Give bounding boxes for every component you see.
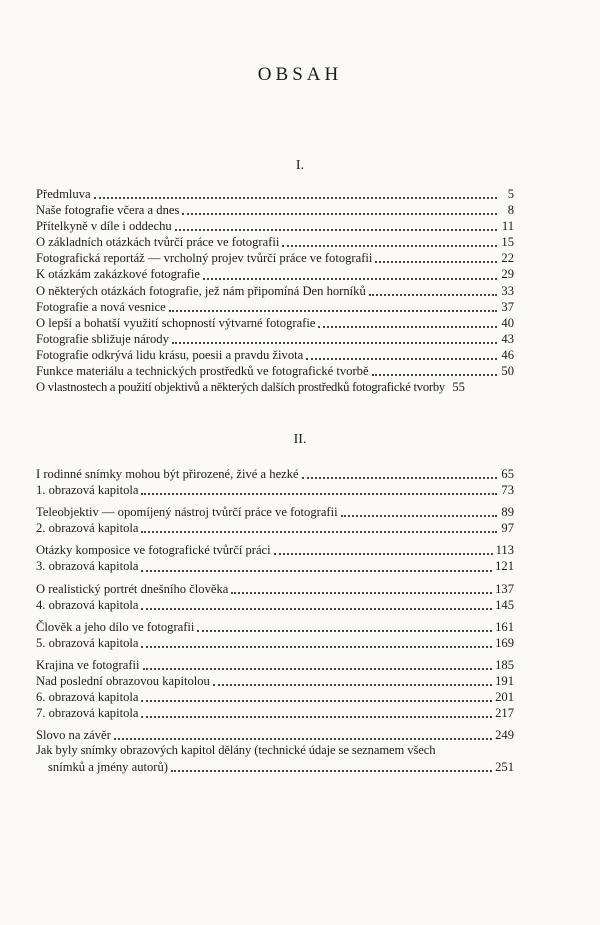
toc-entry <box>36 202 514 218</box>
toc-entry <box>36 299 514 315</box>
section-heading: II. <box>293 432 307 447</box>
toc-entry <box>36 673 514 689</box>
toc-entry <box>36 689 514 705</box>
toc-entry-title: 2. obrazová kapitola <box>36 521 139 536</box>
dot-leader <box>141 715 492 718</box>
toc-entry-title: 7. obrazová kapitola <box>36 706 139 721</box>
toc-entry-page: 201 <box>495 690 514 705</box>
toc-entry-page: 8 <box>507 203 514 218</box>
dot-leader <box>306 357 497 360</box>
toc-entry-page: 145 <box>495 597 514 612</box>
toc-entry-page: 50 <box>501 364 514 379</box>
toc-entry-page: 43 <box>501 331 514 346</box>
dot-leader <box>318 325 497 328</box>
toc-entry <box>36 266 514 282</box>
toc-entry-page: 137 <box>495 581 514 596</box>
dot-leader <box>141 492 497 495</box>
toc-entry-title: Krajina ve fotografii <box>36 657 140 672</box>
toc-entry-title: Otázky komposice ve fotografické tvůrčí práci <box>36 543 271 558</box>
toc-entry <box>36 347 514 363</box>
toc-entry-title: Nad poslední obrazovou kapitolou <box>36 674 210 689</box>
toc-entry-title-continued: snímků a jmény autorů) <box>48 759 168 774</box>
toc-entry-title: O realistický portrét dnešního člověka <box>36 581 229 596</box>
toc-entry-page: 65 <box>501 467 514 481</box>
toc-entry-page: 113 <box>495 543 514 558</box>
dot-leader <box>175 228 497 231</box>
dot-leader <box>143 667 493 670</box>
toc-entry <box>36 186 514 202</box>
toc-entry-title: Fotografie odkrývá lidu krásu, poesii a pravdu života <box>36 347 304 362</box>
toc-section-2 <box>36 466 514 775</box>
toc-entry-page: 185 <box>495 657 514 672</box>
toc-entry-title: Jak byly snímky obrazových kapitol dělány (technické údaje se seznamem všech <box>36 743 436 758</box>
dot-leader <box>94 196 497 199</box>
toc-entry <box>36 558 514 574</box>
dot-leader <box>203 277 497 280</box>
dot-leader <box>141 645 492 648</box>
dot-leader <box>141 569 492 572</box>
toc-entry <box>36 657 514 673</box>
toc-entry-page: 217 <box>495 706 514 721</box>
toc-entry-page: 249 <box>495 728 514 743</box>
toc-entry-title: Fotografická reportáž — vrcholný projev tvůrčí práce ve fotografii <box>36 251 373 266</box>
dot-leader <box>213 683 492 686</box>
toc-entry-page: 55 <box>452 380 465 395</box>
toc-entry-page: 191 <box>495 674 514 689</box>
toc-entry <box>36 727 514 743</box>
toc-entry-title: Předmluva <box>36 187 91 201</box>
toc-entry-title: I rodinné snímky mohou být přirozené, živé a hezké <box>36 467 299 481</box>
dot-leader <box>274 552 493 555</box>
toc-entry-title: 4. obrazová kapitola <box>36 597 139 612</box>
toc-entry <box>36 250 514 266</box>
toc-entry <box>36 581 514 597</box>
dot-leader <box>282 244 497 247</box>
toc-entry-title: 1. obrazová kapitola <box>36 483 139 498</box>
toc-entry-title: Přítelkyně v díle i oddechu <box>36 219 172 234</box>
toc-entry-title: Fotografie sbližuje národy <box>36 331 169 346</box>
toc-entry-page: 46 <box>501 347 514 362</box>
toc-entry <box>36 218 514 234</box>
toc-entry-title: Fotografie a nová vesnice <box>36 299 166 314</box>
toc-entry-title: O základních otázkách tvůrčí práce ve fotografii <box>36 235 280 250</box>
toc-entry-title: 5. obrazová kapitola <box>36 635 139 650</box>
dot-leader <box>182 212 497 215</box>
dot-leader <box>231 591 492 594</box>
toc-entry <box>36 363 514 379</box>
dot-leader <box>172 341 497 344</box>
toc-entry-title: 6. obrazová kapitola <box>36 690 139 705</box>
toc-entry <box>36 635 514 651</box>
toc-entry-continuation <box>36 759 514 775</box>
toc-entry-title: Člověk a jeho dílo ve fotografii <box>36 619 195 634</box>
dot-leader <box>171 769 492 772</box>
toc-entry-page: 169 <box>495 635 514 650</box>
toc-entry <box>36 504 514 520</box>
dot-leader <box>197 629 492 632</box>
dot-leader <box>141 530 497 533</box>
toc-entry-title: Funkce materiálu a technických prostředků ve fotografické tvorbě <box>36 364 369 379</box>
toc-entry-title: O vlastnostech a použití objektivů a některých dalších prostředků fotografické tvorby <box>36 380 445 395</box>
toc-entry <box>36 283 514 299</box>
section-heading: I. <box>295 158 305 173</box>
toc-entry-multiline <box>36 743 514 775</box>
dot-leader <box>141 699 492 702</box>
dot-leader <box>169 309 497 312</box>
toc-entry <box>36 619 514 635</box>
toc-entry-title: Slovo na závěr <box>36 728 111 743</box>
toc-entry <box>36 597 514 613</box>
toc-entry-page: 5 <box>507 187 514 201</box>
toc-entry-page: 89 <box>501 505 514 520</box>
dot-leader <box>302 476 497 479</box>
dot-leader <box>341 514 497 517</box>
toc-entry-title: O některých otázkách fotografie, jež nám připomíná Den horníků <box>36 283 366 298</box>
toc-entry-page: 121 <box>495 559 514 574</box>
toc-entry-title: Naše fotografie včera a dnes <box>36 203 180 218</box>
toc-entry-page: 33 <box>501 283 514 298</box>
toc-entry <box>36 331 514 347</box>
toc-entry-title: K otázkám zakázkové fotografie <box>36 267 200 282</box>
toc-entry-page: 11 <box>501 219 514 234</box>
toc-entry <box>36 234 514 250</box>
toc-entry <box>36 542 514 558</box>
toc-entry-page: 251 <box>495 759 514 774</box>
dot-leader <box>114 737 492 740</box>
dot-leader <box>141 607 492 610</box>
dot-leader <box>372 373 497 376</box>
toc-entry <box>36 315 514 331</box>
toc-entry-page: 161 <box>495 619 514 634</box>
toc-entry-page: 97 <box>501 521 514 536</box>
toc-entry-title: O lepší a bohatší využití schopností výtvarné fotografie <box>36 315 316 330</box>
dot-leader <box>369 293 497 296</box>
toc-entry <box>36 705 514 721</box>
toc-entry-page: 29 <box>501 267 514 282</box>
dot-leader <box>375 260 497 263</box>
toc-entry-title: 3. obrazová kapitola <box>36 559 139 574</box>
page-title: OBSAH <box>257 64 343 85</box>
toc-entry-page: 40 <box>501 315 514 330</box>
toc-entry <box>36 482 514 498</box>
toc-entry <box>36 466 514 482</box>
toc-entry-page: 37 <box>501 299 514 314</box>
toc-entry <box>36 520 514 536</box>
toc-entry-page: 73 <box>501 483 514 498</box>
toc-entry-page: 22 <box>501 251 514 266</box>
toc-section-1 <box>36 186 514 395</box>
toc-entry <box>36 379 514 395</box>
toc-entry-page: 15 <box>501 235 514 250</box>
toc-entry-title: Teleobjektiv — opomíjený nástroj tvůrčí práce ve fotografii <box>36 505 338 520</box>
